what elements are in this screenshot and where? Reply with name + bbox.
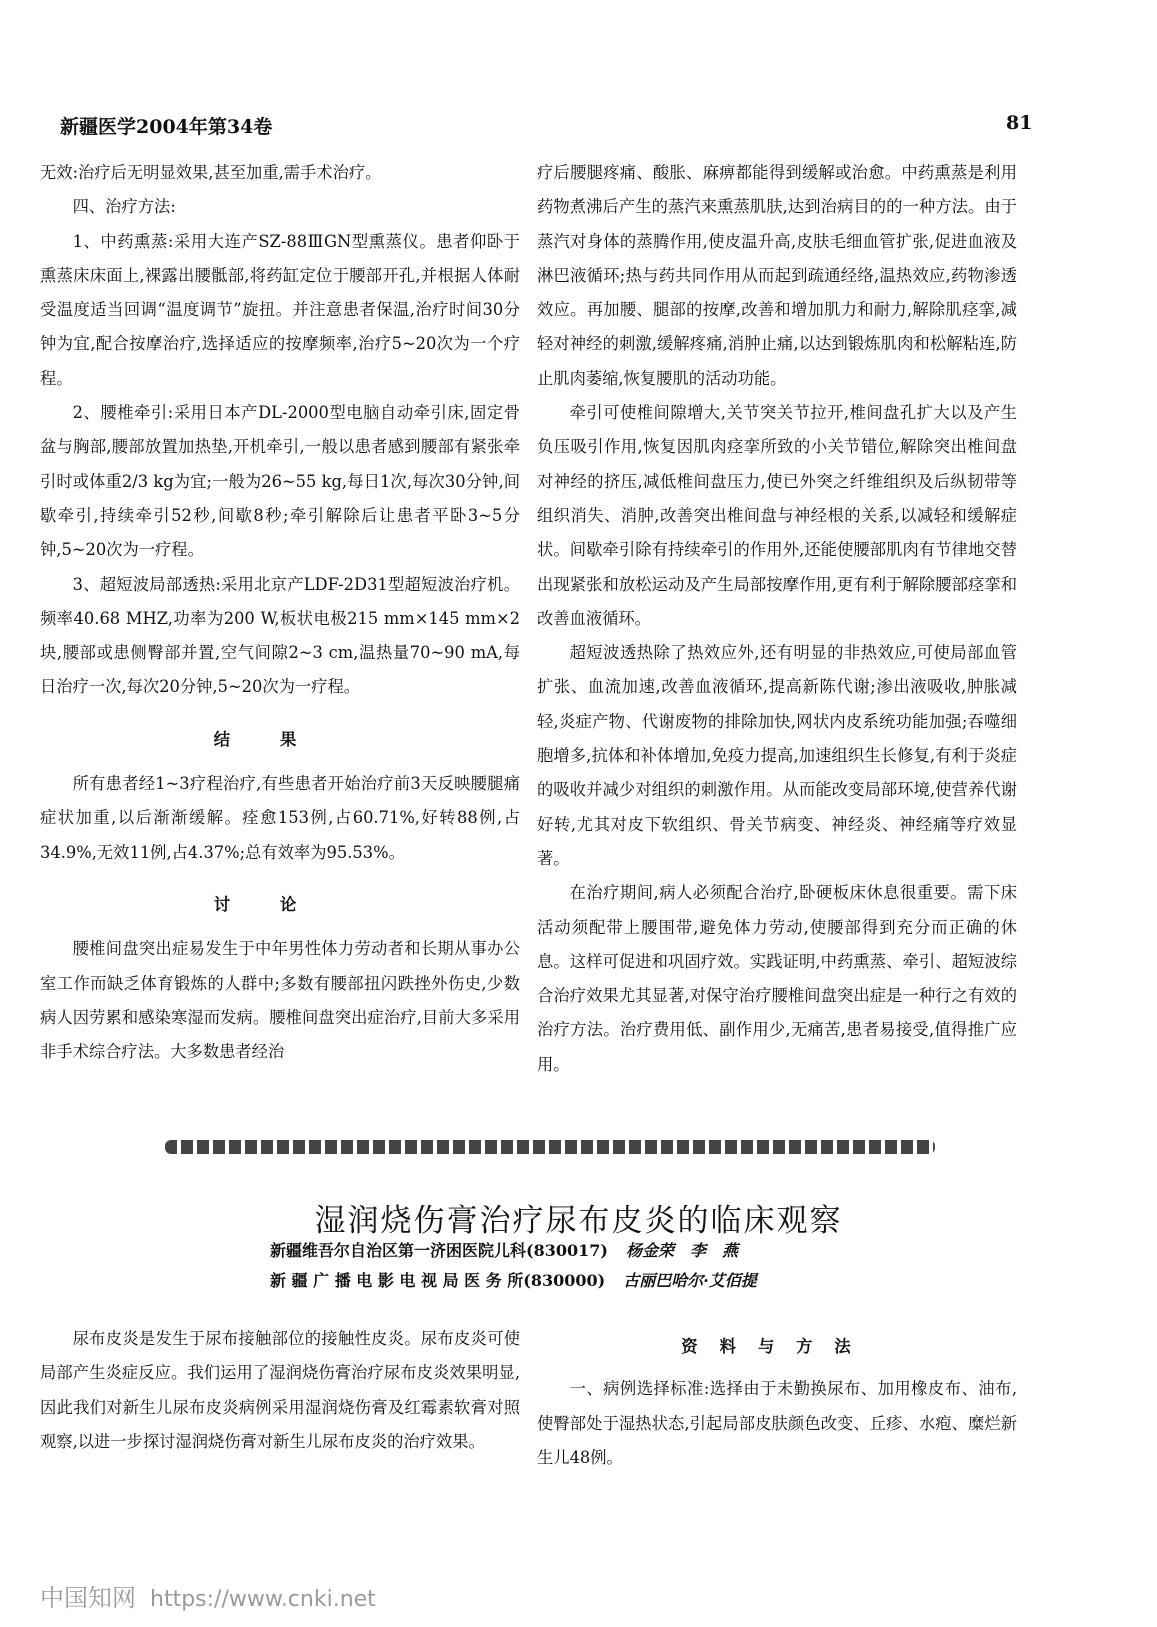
article2-right-column bbox=[537, 1330, 1017, 1475]
intro-paragraph: 尿布皮炎是发生于尿布接触部位的接触性皮炎。尿布皮炎可使局部产生炎症反应。我们运用了湿润烧伤膏治疗尿布皮炎效果明显,因此我们对新生儿尿布皮炎病例采用湿润烧伤膏及红霉素软膏对照观察,以进一步探讨湿润烧伤膏对新生儿尿布皮炎的治疗效果。 bbox=[40, 1329, 520, 1451]
paragraph: 超短波透热除了热效应外,还有明显的非热效应,可使局部血管扩张、血流加速,改善血液循环,提高新陈代谢;渗出液吸收,肿胀减轻,炎症产物、代谢废物的排除加快,网状内皮系统功能加强;吞噬细胞增多,抗体和补体增加,免疫力提高,加速组织生长修复,有利于炎症的吸收并减少对组织的刺激作用。从而能改变局部环境,使营养代谢好转,尤其对皮下软组织、骨关节病变、神经炎、神经痛等疗效显著。 bbox=[537, 643, 1017, 868]
cnki-watermark bbox=[40, 1578, 376, 1613]
author-names: 古丽巴哈尔·艾佰提 bbox=[623, 1271, 757, 1290]
paragraph: 疗后腰腿疼痛、酸胀、麻痹都能得到缓解或治愈。中药熏蒸是利用药物煮沸后产生的蒸汽来熏蒸肌肤,达到治病目的的一种方法。由于蒸汽对身体的蒸腾作用,使皮温升高,皮肤毛细血管扩张,促进血液及淋巴液循环;热与药共同作用从而起到疏通经络,温热效应,药物渗透效应。再加腰、腿部的按摩,改善和增加肌力和耐力,解除肌痉挛,减轻对神经的刺激,缓解疼痛,消肿止痛,以达到锻炼肌肉和松解粘连,防止肌肉萎缩,恢复腰肌的活动功能。 bbox=[537, 163, 1017, 388]
author-names: 杨金荣 李 燕 bbox=[625, 1241, 738, 1260]
methods-heading: 资料与方法 bbox=[681, 1337, 873, 1356]
discussion-paragraph: 腰椎间盘突出症易发生于中年男性体力劳动者和长期从事办公室工作而缺乏体育锻炼的人群中;多数有腰部扭闪跌挫外伤史,少数病人因劳累和感染寒湿而发病。腰椎间盘突出症治疗,目前大多采用非手术综合疗法。大多数患者经治 bbox=[40, 939, 520, 1062]
watermark-brand: 中国知网 bbox=[40, 1584, 136, 1612]
paragraph: 无效:治疗后无明显效果,甚至加重,需手术治疗。 bbox=[40, 163, 382, 182]
paragraph: 在治疗期间,病人必须配合治疗,卧硬板床休息很重要。需下床活动须配带上腰围带,避免体力劳动,使腰部得到充分而正确的休息。这样可促进和巩固疗效。实践证明,中药熏蒸、牵引、超短波综合治疗效果尤其显著,对保守治疗腰椎间盘突出症是一种行之有效的治疗方法。治疗费用低、副作用少,无痛苦,患者易接受,值得推广应用。 bbox=[537, 883, 1017, 1074]
paragraph: 1、中药熏蒸:采用大连产SZ-88ⅢGN型熏蒸仪。患者仰卧于熏蒸床床面上,裸露出腰骶部,将药缸定位于腰部开孔,并根据人体耐受温度适当回调“温度调节”旋扭。并注意患者保温,治疗时间30分钟为宜,配合按摩治疗,选择适应的按摩频率,治疗5~20次为一个疗程。 bbox=[40, 231, 520, 388]
left-column-paragraphs bbox=[40, 156, 520, 705]
paragraph: 牵引可使椎间隙增大,关节突关节拉开,椎间盘孔扩大以及产生负压吸引作用,恢复因肌肉痉挛所致的小关节错位,解除突出椎间盘对神经的挤压,减低椎间盘压力,使已外突之纤维组织及后纵韧带等组织消失、消肿,改善突出椎间盘与神经根的关系,以减轻和缓解症状。间歇牵引除有持续牵引的作用外,还能使腰部肌肉有节律地交替出现紧张和放松运动及产生局部按摩作用,更有利于解除腰部痉挛和改善血液循环。 bbox=[537, 403, 1017, 628]
journal-header: 新疆医学2004年第34卷 bbox=[60, 116, 273, 138]
article2-left-column bbox=[40, 1322, 520, 1459]
paragraph: 2、腰椎牵引:采用日本产DL-2000型电脑自动牵引床,固定骨盆与胸部,腰部放置加热垫,开机牵引,一般以患者感到腰部有紧张牵引时或体重2/3 kg为宜;一般为26~55 kg,每日1次,每次30分钟,间歇牵引,持续牵引52秒,间歇8秒;牵引解除后让患者平卧3~5分钟,5~20次为一疗程。 bbox=[40, 403, 520, 560]
article-title: 湿润烧伤膏治疗尿布皮炎的临床观察 bbox=[314, 1203, 843, 1239]
right-column bbox=[537, 156, 1017, 1082]
paragraph: 四、治疗方法: bbox=[72, 197, 176, 217]
results-heading: 结果 bbox=[213, 729, 347, 749]
methods-paragraph: 一、病例选择标准:选择由于未勤换尿布、加用橡皮布、油布,使臀部处于湿热状态,引起局部皮肤颜色改变、丘疹、水疱、糜烂新生儿48例。 bbox=[537, 1379, 1017, 1467]
paragraph: 3、超短波局部透热:采用北京产LDF-2D31型超短波治疗机。频率40.68 MHZ,功率为200 W,板状电极215 mm×145 mm×2块,腰部或患侧臀部并置,空气间隙2~3 cm,温热量70~90 mA,每日治疗一次,每次20分钟,5~20次为一疗程。 bbox=[40, 574, 520, 697]
affiliation-line bbox=[270, 1236, 738, 1266]
page-number: 81 bbox=[1006, 112, 1033, 134]
ornamental-divider bbox=[165, 1140, 935, 1154]
discussion-heading: 讨论 bbox=[213, 894, 347, 914]
affiliation-line bbox=[270, 1266, 757, 1296]
watermark-url: https://www.cnki.net bbox=[150, 1587, 376, 1612]
affiliation-org: 新疆维吾尔自治区第一济困医院儿科(830017) bbox=[270, 1241, 608, 1260]
results-paragraph: 所有患者经1~3疗程治疗,有些患者开始治疗前3天反映腰腿痛症状加重,以后渐渐缓解。痊愈153例,占60.71%,好转88例,占34.9%,无效11例,占4.37%;总有效率为95.53%。 bbox=[40, 774, 520, 862]
affiliation-org: 新 疆 广 播 电 影 电 视 局 医 务 所(830000) bbox=[270, 1271, 606, 1290]
left-column bbox=[40, 156, 520, 1069]
